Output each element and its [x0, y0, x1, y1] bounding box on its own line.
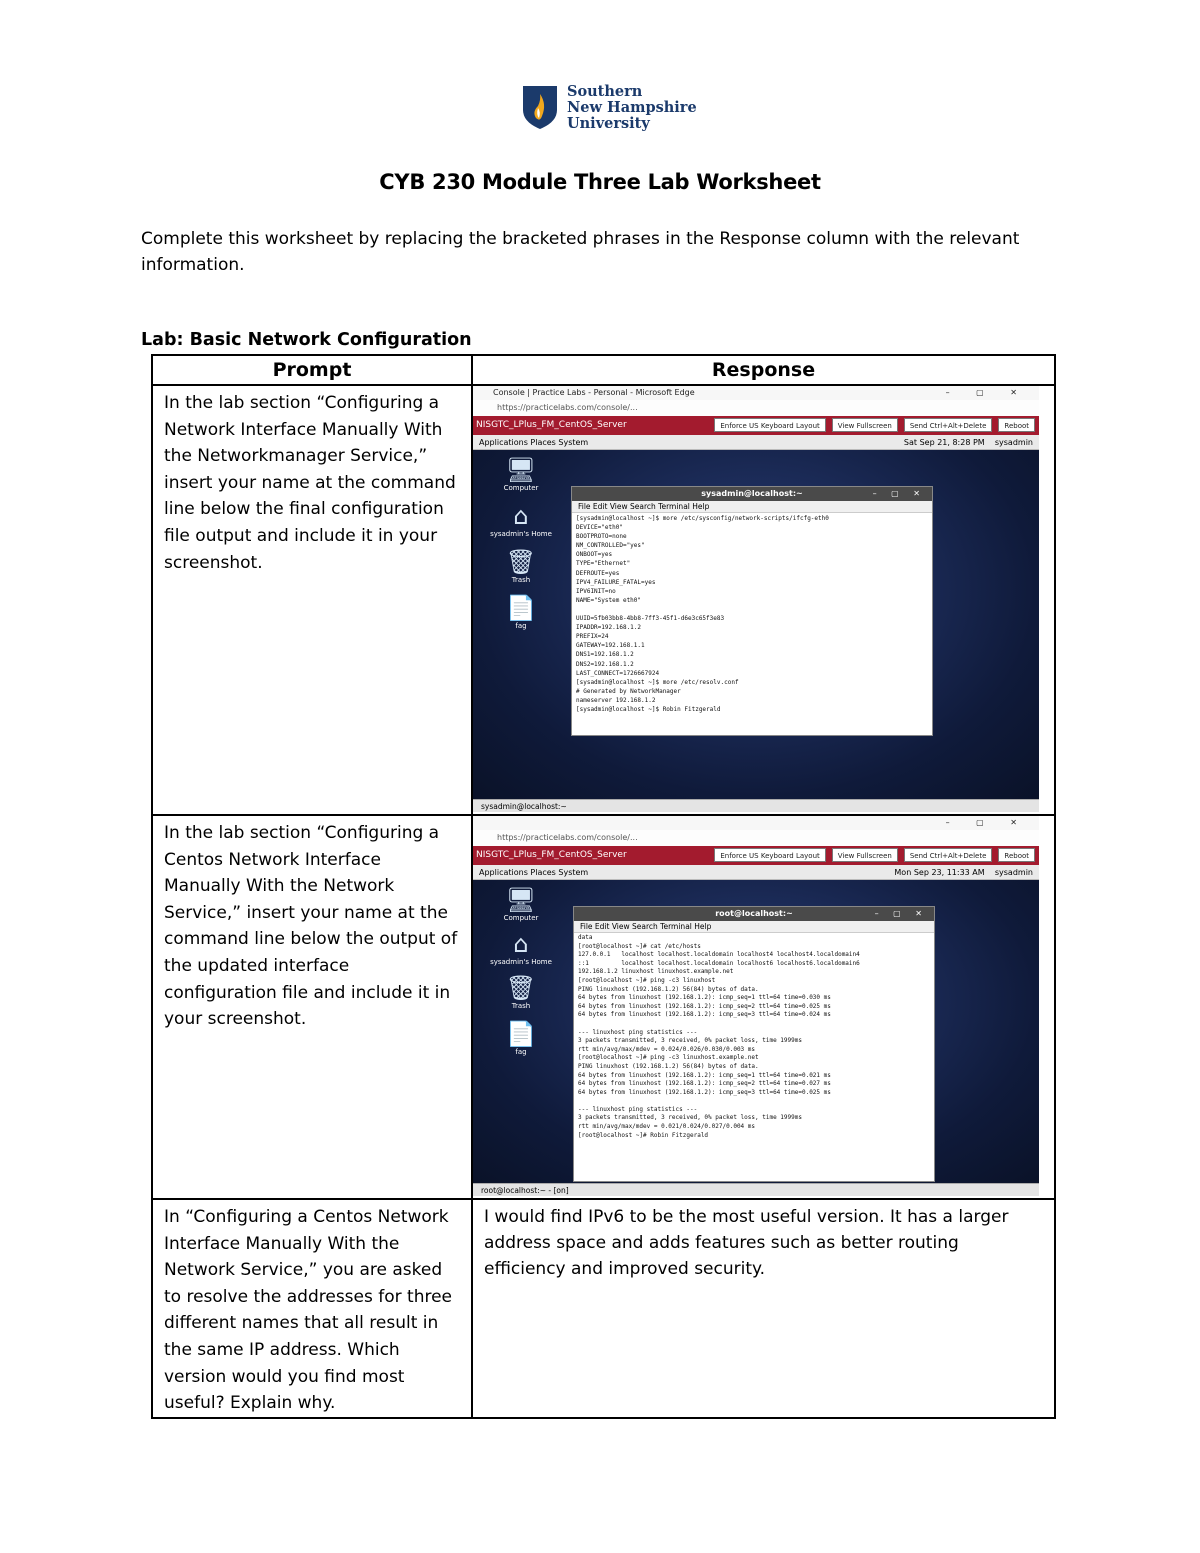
- vm-toolbar: [473, 416, 1039, 435]
- home-folder-icon: ⌂: [513, 502, 529, 530]
- desktop: [473, 450, 1039, 799]
- response-cell: [472, 385, 1055, 815]
- logo-wordmark: [567, 84, 697, 132]
- worksheet-table: [151, 354, 1056, 1419]
- terminal-output: [sysadmin@localhost ~]$ more /etc/sysconfig/network-scripts/ifcfg-eth0 DEVICE="eth0" BOOTPROTO=none NM_CONTROLLED="yes" ONBOOT=yes TYPE="Ethernet" DEFROUTE=yes IPV4_FAILURE_FATAL=yes IPV6INIT=no NAME="System eth0" UUID=5fb03bb8-4bb8-7ff3-45f1-d6e3c65f3e83 IPADDR=192.168.1.2 PREFIX=24 GATEWAY=192.168.1.1 DNS1=192.168.1.2 DNS2=192.168.1.2 LAST_CONNECT=1726667924 [sysadmin@localhost ~]$ more /etc/resolv.conf # Generated by NetworkManager nameserver 192.168.1.2 [sysadmin@localhost ~]$ Robin Fitzgerald: [576, 515, 829, 713]
- taskbar: [473, 799, 1039, 812]
- panel-right: [904, 435, 1033, 450]
- intro-paragraph: Complete this worksheet by replacing the bracketed phrases in the Response column with the relevant information.: [141, 229, 1020, 275]
- computer-icon: 🖥: [505, 456, 537, 484]
- trash-icon: 🗑: [505, 548, 537, 576]
- terminal-menu: File Edit View Search Terminal Help: [574, 921, 934, 933]
- computer-icon: 🖥: [505, 886, 537, 914]
- window-controls-icon: – ▢ ✕: [872, 489, 926, 498]
- terminal-window: [573, 906, 935, 1182]
- desktop-icon-file: 📄 fag: [487, 1020, 555, 1056]
- prompt-cell: [152, 1199, 472, 1418]
- trash-icon: 🗑: [505, 974, 537, 1002]
- terminal-window: [571, 486, 933, 736]
- prompt-text: In the lab section “Configuring a Network Interface Manually With the Networkmanager Service,” insert your name at the command line below the final configuration file output and include it in your screenshot.: [164, 393, 456, 573]
- prompt-text: In “Configuring a Centos Network Interface Manually With the Network Service,” you are asked to resolve the addresses for three different names that all result in the same IP address. Which version would you find most useful? Explain why.: [164, 1207, 453, 1414]
- header-prompt: Prompt: [152, 355, 472, 385]
- vm-toolbar: [473, 846, 1039, 865]
- vm-button: View Fullscreen: [832, 418, 898, 432]
- address-bar: https://practicelabs.com/console/...: [473, 830, 1039, 846]
- terminal-titlebar: sysadmin@localhost:~ – ▢ ✕: [572, 487, 932, 501]
- vm-button: Reboot: [998, 848, 1035, 862]
- terminal-menu: File Edit View Search Terminal Help: [572, 501, 932, 513]
- screenshot: [473, 386, 1039, 812]
- window-controls-icon: – ▢ ✕: [945, 388, 1029, 397]
- file-icon: 📄: [506, 1020, 536, 1048]
- response-cell: [472, 815, 1055, 1199]
- desktop-icon-trash: 🗑 Trash: [487, 548, 555, 584]
- prompt-cell: [152, 815, 472, 1199]
- panel-user: sysadmin: [994, 438, 1033, 447]
- panel-clock: Sat Sep 21, 8:28 PM: [903, 438, 985, 447]
- browser-titlebar: [473, 816, 1039, 830]
- vm-buttons: [714, 848, 1035, 862]
- terminal-titlebar: root@localhost:~ – ▢ ✕: [574, 907, 934, 921]
- vm-button: Send Ctrl+Alt+Delete: [904, 418, 993, 432]
- desktop-icon-file: 📄 fag: [487, 594, 555, 630]
- table-row: [152, 815, 1055, 1199]
- logo-line-1: Southern: [567, 83, 643, 100]
- table-row: [152, 1199, 1055, 1418]
- desktop-icon-trash: 🗑 Trash: [487, 974, 555, 1010]
- panel-user: sysadmin: [994, 868, 1033, 877]
- prompt-cell: [152, 385, 472, 815]
- window-controls-icon: – ▢ ✕: [945, 818, 1029, 827]
- vm-name: NISGTC_LPlus_FM_CentOS_Server: [476, 850, 627, 860]
- vm-button: Enforce US Keyboard Layout: [714, 848, 825, 862]
- panel-right: [894, 865, 1033, 880]
- panel-menus: Applications Places System: [479, 438, 589, 447]
- logo-line-2: New Hampshire: [567, 99, 697, 116]
- page-title: CYB 230 Module Three Lab Worksheet: [379, 170, 821, 194]
- vm-button: Reboot: [998, 418, 1035, 432]
- taskbar-item: sysadmin@localhost:~: [481, 802, 567, 811]
- desktop: [473, 880, 1039, 1183]
- terminal-output: data [root@localhost ~]# cat /etc/hosts 127.0.0.1 localhost localhost.localdomain localhost4 localhost4.localdomain4 ::1 localhost localhost.localdomain localhost6 localhost6.localdomain6 192.168.1.2 linuxhost linuxhost.example.net [root@localhost ~]# ping -c3 linuxhost PING linuxhost (192.168.1.2) 56(84) bytes of data. 64 bytes from linuxhost (192.168.1.2): icmp_seq=1 ttl=64 time=0.030 ms 64 bytes from linuxhost (192.168.1.2): icmp_seq=2 ttl=64 time=0.025 ms 64 bytes from linuxhost (192.168.1.2): icmp_seq=3 ttl=64 time=0.024 ms --- linuxhost ping statistics --- 3 packets transmitted, 3 received, 0% packet loss, time 1999ms rtt min/avg/max/mdev = 0.024/0.026/0.030/0.003 ms [root@localhost ~]# ping -c3 linuxhost.example.net PING linuxhost (192.168.1.2) 56(84) bytes of data. 64 bytes from linuxhost (192.168.1.2): icmp_seq=1 ttl=64 time=0.021 ms 64 bytes from linuxhost (192.168.1.2): icmp_seq=2 ttl=64 time=0.027 ms 64 bytes from linuxhost (192.168.1.2): icmp_seq=3 ttl=64 time=0.025 ms --- linuxhost ping statistics --- 3 packets transmitted, 3 received, 0% packet loss, time 1999ms rtt min/avg/max/mdev = 0.021/0.024/0.027/0.004 ms [root@localhost ~]# Robin Fitzgerald: [578, 934, 860, 1139]
- browser-titlebar: [473, 386, 1039, 400]
- lab-heading: Lab: Basic Network Configuration: [141, 330, 472, 350]
- desktop-icon-home: ⌂ sysadmin's Home: [487, 502, 555, 538]
- taskbar: [473, 1183, 1039, 1196]
- taskbar-item: root@localhost:~ - [on]: [481, 1186, 569, 1195]
- desktop-icon-home: ⌂ sysadmin's Home: [487, 930, 555, 966]
- browser-title: Console | Practice Labs - Personal - Microsoft Edge: [493, 388, 695, 397]
- panel-menus: Applications Places System: [479, 868, 589, 877]
- prompt-text: In the lab section “Configuring a Centos Network Interface Manually With the Network Service,” insert your name at the command line below the output of the updated interface configuration file and include it in your screenshot.: [164, 823, 458, 1030]
- vm-button: Send Ctrl+Alt+Delete: [904, 848, 993, 862]
- response-cell: [472, 1199, 1055, 1418]
- table-row: [152, 385, 1055, 815]
- panel-clock: Mon Sep 23, 11:33 AM: [894, 868, 985, 877]
- address-bar: https://practicelabs.com/console/...: [473, 400, 1039, 416]
- vm-button: View Fullscreen: [832, 848, 898, 862]
- logo-line-3: University: [567, 115, 650, 132]
- gnome-panel: [473, 865, 1039, 880]
- table-header-row: [152, 355, 1055, 385]
- desktop-icon-computer: 🖥 Computer: [487, 456, 555, 492]
- header-response: Response: [472, 355, 1055, 385]
- flame-shield-icon: [521, 84, 559, 130]
- gnome-panel: [473, 435, 1039, 450]
- screenshot: [473, 816, 1039, 1196]
- home-folder-icon: ⌂: [513, 930, 529, 958]
- university-logo: [521, 84, 697, 132]
- vm-button: Enforce US Keyboard Layout: [714, 418, 825, 432]
- vm-name: NISGTC_LPlus_FM_CentOS_Server: [476, 420, 627, 430]
- desktop-icon-computer: 🖥 Computer: [487, 886, 555, 922]
- file-icon: 📄: [506, 594, 536, 622]
- response-text: I would find IPv6 to be the most useful version. It has a larger address space and adds features such as better routing efficiency and improved security.: [484, 1207, 1009, 1279]
- vm-buttons: [714, 418, 1035, 432]
- window-controls-icon: – ▢ ✕: [874, 909, 928, 918]
